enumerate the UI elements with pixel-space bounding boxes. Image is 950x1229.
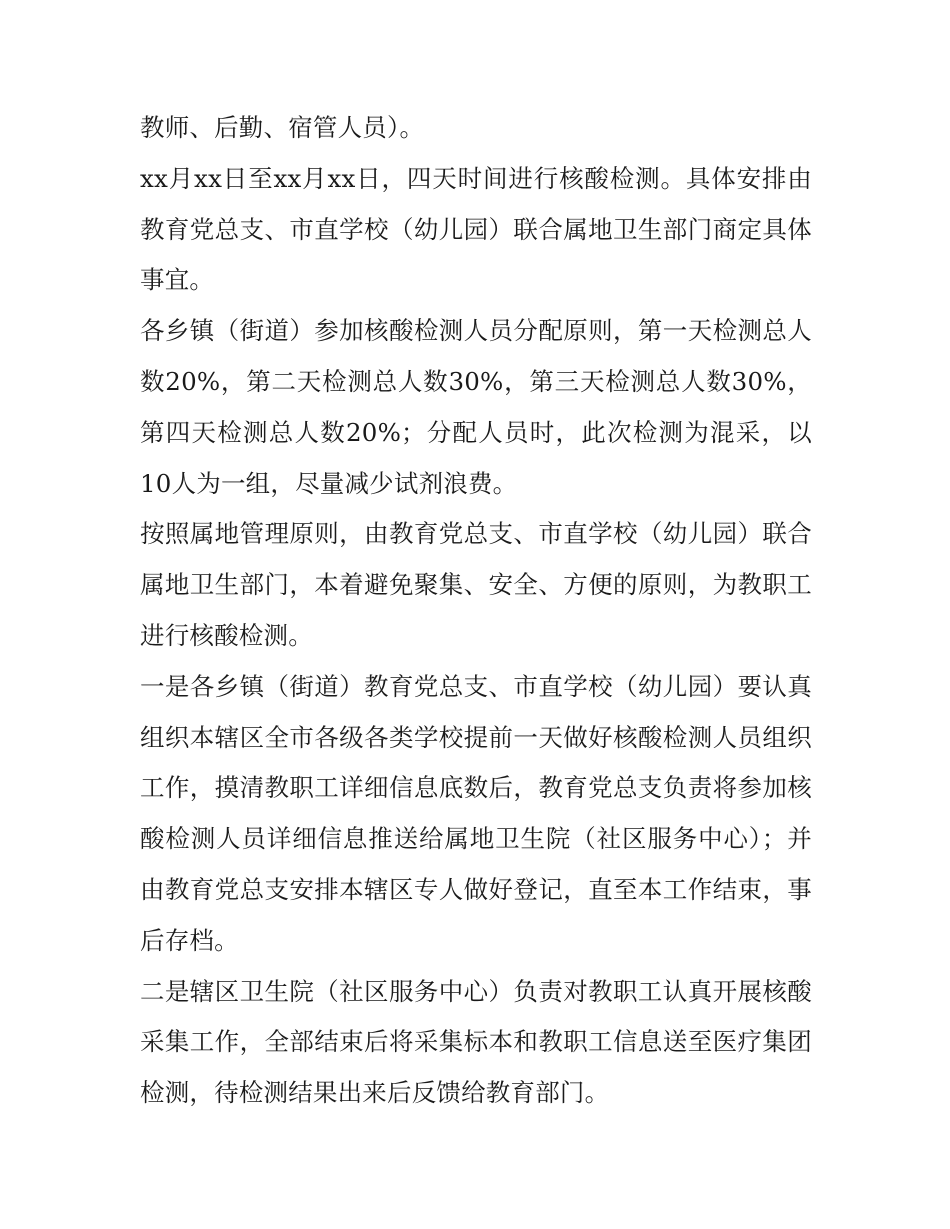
paragraph-allocation: 各乡镇（街道）参加核酸检测人员分配原则，第一天检测总人数20%，第二天检测总人数30%，第三天检测总人数30%，第四天检测总人数20%；分配人员时，此次检测为混采，以10人为一组，尽量减少试剂浪费。	[140, 316, 812, 498]
paragraph-management: 按照属地管理原则，由教育党总支、市直学校（幼儿园）联合属地卫生部门，本着避免聚集、安全、方便的原则，为教职工进行核酸检测。	[140, 519, 812, 650]
paragraph-staff-scope: 教师、后勤、宿管人员）。	[140, 113, 425, 142]
paragraph-item-two: 二是辖区卫生院（社区服务中心）负责对教职工认真开展核酸采集工作，全部结束后将采集标本和教职工信息送至医疗集团检测，待检测结果出来后反馈给教育部门。	[140, 976, 812, 1108]
document-body	[140, 103, 812, 1119]
paragraph-item-one: 一是各乡镇（街道）教育党总支、市直学校（幼儿园）要认真组织本辖区全市各级各类学校提前一天做好核酸检测人员组织工作，摸清教职工详细信息底数后，教育党总支负责将参加核酸检测人员详细信息推送给属地卫生院（社区服务中心）；并由教育党总支安排本辖区专人做好登记，直至本工作结束，事后存档。	[140, 671, 812, 955]
paragraph-schedule: xx月xx日至xx月xx日，四天时间进行核酸检测。具体安排由教育党总支、市直学校（幼儿园）联合属地卫生部门商定具体事宜。	[140, 163, 812, 295]
